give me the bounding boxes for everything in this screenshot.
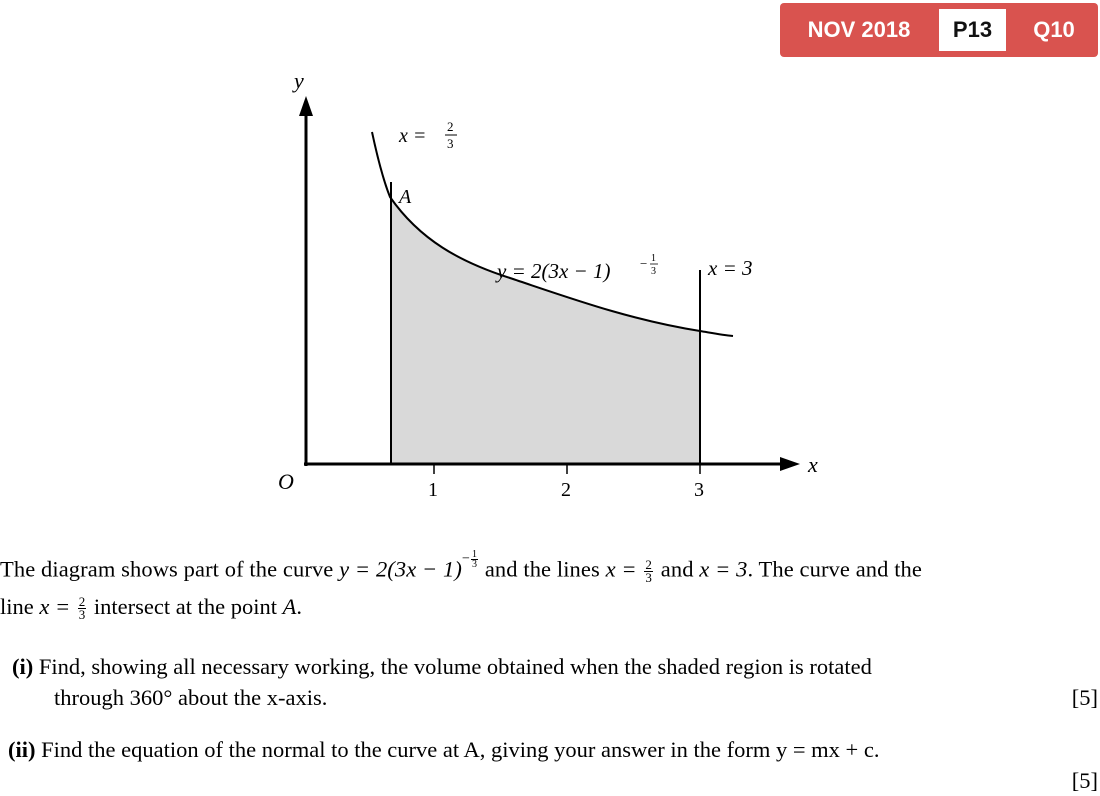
intro-frac-den: 3 <box>645 570 653 586</box>
part-i-line-1 <box>12 651 1098 682</box>
intro-text-7: . The curve and the <box>747 556 922 582</box>
intro-l2-den: 3 <box>78 607 86 623</box>
badge-paper: P13 <box>939 9 1006 51</box>
intro-exp-den: 3 <box>472 559 478 570</box>
intro-l2b: x = <box>39 593 76 619</box>
tick-label-2: 2 <box>561 479 571 501</box>
part-i-line-2 <box>12 682 1098 713</box>
part-ii-marks: [5] <box>1071 768 1098 793</box>
intro-l2a: line <box>0 593 40 619</box>
intro-l2e: . <box>296 593 302 619</box>
point-a-label: A <box>399 186 412 208</box>
intro-exp-sign: − <box>462 551 470 567</box>
intro-l2-num: 2 <box>78 594 86 610</box>
intro-l2c: intersect at the point <box>88 593 283 619</box>
question-intro <box>0 550 1100 622</box>
intro-exp-frac <box>471 550 478 569</box>
intro-frac-num: 2 <box>645 557 653 573</box>
part-i-text-2: through 360° about the x-axis. <box>54 685 328 710</box>
x-axis-label: x <box>808 452 818 477</box>
line-left-frac-num: 2 <box>447 119 454 134</box>
curve-label-exp-den: 3 <box>651 266 656 277</box>
tick-label-1: 1 <box>428 479 438 501</box>
intro-l2d: A <box>282 593 297 619</box>
curve-label-exp-sign: − <box>640 256 648 271</box>
intro-line-eq-1: x = <box>605 556 643 582</box>
y-axis-arrow <box>299 96 313 116</box>
intro-frac <box>644 559 653 584</box>
intro-text-1: The diagram shows part of the curve <box>0 556 340 582</box>
part-i-marks: [5] <box>1071 685 1098 710</box>
badge-session: NOV 2018 <box>807 17 911 42</box>
x-axis-arrow <box>780 457 800 471</box>
tick-label-3: 3 <box>694 479 704 501</box>
part-ii-text-1: Find the equation of the normal to the curve at A, giving your answer in the form y = mx + c. <box>41 737 880 762</box>
intro-text-3: and the lines <box>479 556 606 582</box>
curve-label: y = 2(3x − 1) <box>497 259 611 283</box>
line-right-label: x = 3 <box>708 256 753 280</box>
intro-exponent <box>462 550 479 569</box>
shaded-region <box>390 197 700 464</box>
badge-question: Q10 <box>1033 17 1075 42</box>
intro-line-2 <box>0 591 1100 622</box>
intro-exp-num: 1 <box>472 549 478 560</box>
intro-curve-eq: y = 2(3x − 1) <box>339 556 462 582</box>
part-ii-number: (ii) <box>8 737 36 762</box>
part-ii-line-2 <box>8 765 1098 796</box>
intro-text-5: and <box>655 556 700 582</box>
line-left-frac-den: 3 <box>447 136 454 151</box>
intro-l2-frac <box>78 596 87 621</box>
curve-label-exp-num: 1 <box>651 253 656 264</box>
intro-line-1 <box>0 550 1100 585</box>
intro-line-eq-2: x = 3 <box>699 556 748 582</box>
question-part-ii <box>8 734 1098 796</box>
y-axis-label: y <box>294 68 304 93</box>
part-i-number: (i) <box>12 654 34 679</box>
question-part-i <box>12 651 1098 713</box>
line-left-label: x = <box>399 125 427 147</box>
origin-label: O <box>278 469 294 494</box>
part-ii-line-1 <box>8 734 1098 765</box>
part-i-text-1: Find, showing all necessary working, the volume obtained when the shaded region is rotated <box>38 654 872 679</box>
